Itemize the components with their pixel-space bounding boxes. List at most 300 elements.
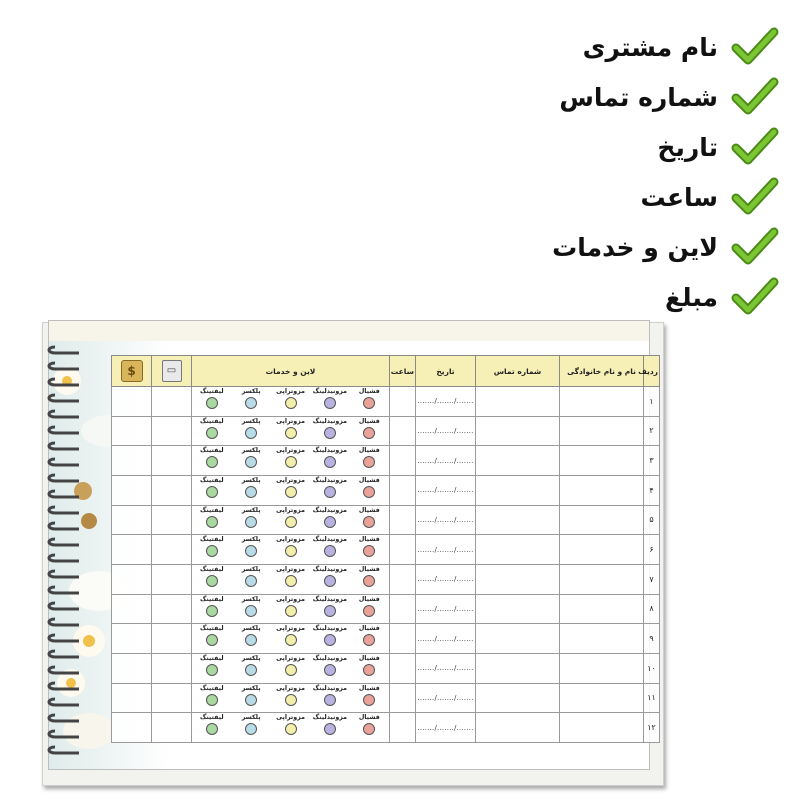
service-checkbox[interactable]	[245, 664, 257, 676]
service-option[interactable]	[233, 566, 269, 587]
service-checkbox[interactable]	[324, 486, 336, 498]
time-cell[interactable]	[390, 683, 416, 713]
service-checkbox[interactable]	[363, 664, 375, 676]
service-option[interactable]	[233, 388, 269, 409]
service-label: مزوتراپی	[276, 417, 305, 425]
service-option[interactable]	[273, 477, 309, 498]
service-option[interactable]	[233, 536, 269, 557]
service-label: مزوتراپی	[276, 595, 305, 603]
service-label: لیفتینگ	[199, 654, 224, 662]
service-checkbox[interactable]	[206, 397, 218, 409]
phone-cell[interactable]	[476, 683, 560, 713]
services-cell	[192, 535, 390, 565]
service-checkbox[interactable]	[245, 723, 257, 735]
service-label: لیفتینگ	[199, 625, 224, 633]
service-label: مزوتراپی	[276, 388, 305, 395]
phone-cell[interactable]	[476, 594, 560, 624]
feature-item	[418, 222, 778, 272]
services-cell	[192, 564, 390, 594]
service-options	[192, 387, 389, 409]
service-checkbox[interactable]	[324, 605, 336, 617]
time-cell[interactable]	[390, 653, 416, 683]
service-option[interactable]	[273, 625, 309, 646]
service-label: لیفتینگ	[199, 476, 224, 484]
header-phone: شماره تماس	[476, 356, 560, 387]
service-checkbox[interactable]	[324, 427, 336, 439]
services-cell	[192, 475, 390, 505]
service-options	[192, 654, 389, 676]
time-cell[interactable]	[390, 535, 416, 565]
time-cell[interactable]	[390, 446, 416, 476]
payment-card-cell[interactable]	[152, 505, 192, 535]
money-bag-icon: $	[121, 360, 143, 382]
service-label: پلکسر	[241, 476, 261, 484]
payment-cash-cell[interactable]	[112, 446, 152, 476]
service-label: پلکسر	[241, 625, 261, 633]
time-cell[interactable]	[390, 475, 416, 505]
service-option[interactable]	[312, 507, 348, 528]
service-checkbox[interactable]	[363, 456, 375, 468]
service-label: مزوتراپی	[276, 625, 305, 633]
payment-card-cell[interactable]	[152, 535, 192, 565]
payment-cash-cell[interactable]	[112, 387, 152, 417]
service-option[interactable]	[194, 596, 230, 617]
service-checkbox[interactable]	[363, 516, 375, 528]
service-options	[192, 595, 389, 617]
service-checkbox[interactable]	[363, 634, 375, 646]
service-checkbox[interactable]	[285, 575, 297, 587]
service-option[interactable]	[351, 596, 387, 617]
date-cell[interactable]: ......./......./.......	[416, 475, 476, 505]
service-options	[192, 476, 389, 498]
services-cell	[192, 653, 390, 683]
name-cell[interactable]	[560, 713, 644, 743]
service-label: مزوتراپی	[276, 654, 305, 662]
payment-cash-cell[interactable]	[112, 594, 152, 624]
date-cell[interactable]: ......./......./.......	[416, 387, 476, 417]
service-checkbox[interactable]	[363, 397, 375, 409]
name-cell[interactable]	[560, 475, 644, 505]
service-label: فشیال	[358, 654, 380, 662]
service-option[interactable]	[351, 507, 387, 528]
payment-cash-cell[interactable]	[112, 713, 152, 743]
service-checkbox[interactable]	[245, 575, 257, 587]
header-name: نام و نام خانوادگی	[560, 356, 644, 387]
service-label: لیفتینگ	[199, 417, 224, 425]
service-options	[192, 535, 389, 557]
service-option[interactable]	[312, 685, 348, 706]
time-cell[interactable]	[390, 594, 416, 624]
service-checkbox[interactable]	[363, 694, 375, 706]
service-checkbox[interactable]	[324, 664, 336, 676]
name-cell[interactable]	[560, 535, 644, 565]
time-cell[interactable]	[390, 387, 416, 417]
date-cell[interactable]: ......./......./.......	[416, 446, 476, 476]
service-checkbox[interactable]	[206, 456, 218, 468]
service-label: لیفتینگ	[199, 684, 224, 692]
service-checkbox[interactable]	[363, 575, 375, 587]
header-payment-cash	[112, 356, 152, 387]
payment-card-cell[interactable]	[152, 446, 192, 476]
service-option[interactable]	[351, 625, 387, 646]
feature-label: نام مشتری	[582, 32, 718, 62]
checkmark-icon	[732, 226, 778, 268]
service-option[interactable]	[194, 714, 230, 735]
name-cell[interactable]	[560, 653, 644, 683]
name-cell[interactable]	[560, 564, 644, 594]
service-option[interactable]	[351, 418, 387, 439]
service-label: مزوتراپی	[276, 476, 305, 484]
service-checkbox[interactable]	[245, 397, 257, 409]
service-option[interactable]	[351, 714, 387, 735]
service-options	[192, 446, 389, 468]
service-option[interactable]	[194, 566, 230, 587]
payment-cash-cell[interactable]	[112, 624, 152, 654]
appointment-table	[111, 355, 660, 743]
service-label: فشیال	[358, 506, 380, 514]
service-checkbox[interactable]	[206, 427, 218, 439]
service-option[interactable]	[233, 714, 269, 735]
name-cell[interactable]	[560, 624, 644, 654]
service-checkbox[interactable]	[363, 545, 375, 557]
table-row	[112, 475, 660, 505]
phone-cell[interactable]	[476, 446, 560, 476]
service-option[interactable]	[194, 418, 230, 439]
service-checkbox[interactable]	[245, 634, 257, 646]
payment-card-cell[interactable]	[152, 416, 192, 446]
time-cell[interactable]	[390, 505, 416, 535]
service-option[interactable]	[273, 685, 309, 706]
feature-label: تاریخ	[657, 132, 718, 162]
service-option[interactable]	[312, 714, 348, 735]
service-label: مزوتراپی	[276, 565, 305, 573]
service-label: فشیال	[358, 595, 380, 603]
service-checkbox[interactable]	[206, 486, 218, 498]
name-cell[interactable]	[560, 505, 644, 535]
name-cell[interactable]	[560, 387, 644, 417]
row-number-cell: ۹	[644, 624, 660, 654]
service-label: فشیال	[358, 714, 380, 722]
header-date: تاریخ	[416, 356, 476, 387]
time-cell[interactable]	[390, 564, 416, 594]
feature-label: ساعت	[640, 182, 718, 212]
service-checkbox[interactable]	[324, 723, 336, 735]
service-label: مزونیدلینگ	[312, 625, 348, 633]
phone-cell[interactable]	[476, 416, 560, 446]
service-label: لیفتینگ	[199, 595, 224, 603]
service-checkbox[interactable]	[285, 694, 297, 706]
service-checkbox[interactable]	[206, 664, 218, 676]
name-cell[interactable]	[560, 594, 644, 624]
service-options	[192, 506, 389, 528]
service-checkbox[interactable]	[206, 575, 218, 587]
service-option[interactable]	[233, 477, 269, 498]
service-option[interactable]	[233, 685, 269, 706]
service-checkbox[interactable]	[245, 516, 257, 528]
service-label: فشیال	[358, 417, 380, 425]
service-label: پلکسر	[241, 447, 261, 455]
service-checkbox[interactable]	[324, 694, 336, 706]
service-checkbox[interactable]	[206, 634, 218, 646]
service-checkbox[interactable]	[285, 634, 297, 646]
service-option[interactable]	[194, 477, 230, 498]
service-label: مزونیدلینگ	[312, 654, 348, 662]
checkmark-icon	[732, 26, 778, 68]
date-cell[interactable]: ......./......./.......	[416, 564, 476, 594]
service-option[interactable]	[351, 536, 387, 557]
service-option[interactable]	[194, 536, 230, 557]
table-header-row	[112, 356, 660, 387]
service-label: پلکسر	[241, 565, 261, 573]
service-checkbox[interactable]	[324, 397, 336, 409]
service-checkbox[interactable]	[285, 605, 297, 617]
service-label: فشیال	[358, 565, 380, 573]
service-checkbox[interactable]	[245, 605, 257, 617]
service-option[interactable]	[194, 685, 230, 706]
service-label: مزوتراپی	[276, 536, 305, 544]
table-row	[112, 713, 660, 743]
service-checkbox[interactable]	[285, 723, 297, 735]
service-label: مزونیدلینگ	[312, 714, 348, 722]
date-cell[interactable]: ......./......./.......	[416, 594, 476, 624]
service-checkbox[interactable]	[285, 545, 297, 557]
service-checkbox[interactable]	[285, 664, 297, 676]
service-option[interactable]	[351, 655, 387, 676]
payment-cash-cell[interactable]	[112, 475, 152, 505]
service-checkbox[interactable]	[285, 427, 297, 439]
date-cell[interactable]: ......./......./.......	[416, 416, 476, 446]
row-number-cell: ۱۲	[644, 713, 660, 743]
phone-cell[interactable]	[476, 505, 560, 535]
service-checkbox[interactable]	[206, 545, 218, 557]
service-label: پلکسر	[241, 654, 261, 662]
payment-card-cell[interactable]	[152, 594, 192, 624]
service-checkbox[interactable]	[245, 694, 257, 706]
service-option[interactable]	[312, 655, 348, 676]
service-label: مزوتراپی	[276, 506, 305, 514]
service-option[interactable]	[312, 447, 348, 468]
services-cell	[192, 387, 390, 417]
service-checkbox[interactable]	[206, 516, 218, 528]
service-options	[192, 624, 389, 646]
row-number-cell: ۸	[644, 594, 660, 624]
service-option[interactable]	[273, 566, 309, 587]
service-checkbox[interactable]	[363, 486, 375, 498]
service-label: پلکسر	[241, 506, 261, 514]
service-checkbox[interactable]	[324, 575, 336, 587]
table-row	[112, 416, 660, 446]
service-label: مزونیدلینگ	[312, 388, 348, 395]
date-cell[interactable]: ......./......./.......	[416, 683, 476, 713]
time-cell[interactable]	[390, 624, 416, 654]
row-number-cell: ۱	[644, 387, 660, 417]
service-label: پلکسر	[241, 536, 261, 544]
service-checkbox[interactable]	[245, 486, 257, 498]
services-cell	[192, 446, 390, 476]
service-option[interactable]	[233, 596, 269, 617]
service-option[interactable]	[312, 388, 348, 409]
service-option[interactable]	[273, 388, 309, 409]
payment-card-cell[interactable]	[152, 624, 192, 654]
name-cell[interactable]	[560, 683, 644, 713]
service-checkbox[interactable]	[206, 694, 218, 706]
phone-cell[interactable]	[476, 713, 560, 743]
feature-item	[418, 172, 778, 222]
service-option[interactable]	[233, 655, 269, 676]
service-checkbox[interactable]	[324, 456, 336, 468]
feature-label: شماره تماس	[559, 82, 718, 112]
header-payment-card	[152, 356, 192, 387]
service-checkbox[interactable]	[285, 516, 297, 528]
payment-cash-cell[interactable]	[112, 535, 152, 565]
service-option[interactable]	[194, 655, 230, 676]
date-cell[interactable]: ......./......./.......	[416, 653, 476, 683]
service-options	[192, 417, 389, 439]
service-option[interactable]	[351, 477, 387, 498]
service-option[interactable]	[273, 507, 309, 528]
date-cell[interactable]: ......./......./.......	[416, 505, 476, 535]
service-option[interactable]	[273, 536, 309, 557]
service-option[interactable]	[233, 418, 269, 439]
service-label: مزونیدلینگ	[312, 684, 348, 692]
service-option[interactable]	[312, 477, 348, 498]
service-label: پلکسر	[241, 595, 261, 603]
notebook-page	[48, 320, 658, 770]
service-option[interactable]	[312, 418, 348, 439]
name-cell[interactable]	[560, 446, 644, 476]
service-option[interactable]	[194, 507, 230, 528]
phone-cell[interactable]	[476, 564, 560, 594]
table-row	[112, 564, 660, 594]
row-number-cell: ۱۱	[644, 683, 660, 713]
feature-item	[418, 72, 778, 122]
service-option[interactable]	[233, 507, 269, 528]
time-cell[interactable]	[390, 713, 416, 743]
service-label: مزونیدلینگ	[312, 417, 348, 425]
service-checkbox[interactable]	[245, 456, 257, 468]
service-label: مزونیدلینگ	[312, 447, 348, 455]
service-option[interactable]	[233, 447, 269, 468]
payment-cash-cell[interactable]	[112, 564, 152, 594]
feature-label: لاین و خدمات	[552, 232, 718, 262]
service-option[interactable]	[273, 596, 309, 617]
name-cell[interactable]	[560, 416, 644, 446]
service-label: لیفتینگ	[199, 536, 224, 544]
payment-card-cell[interactable]	[152, 387, 192, 417]
feature-list	[418, 22, 778, 322]
table-row	[112, 594, 660, 624]
phone-cell[interactable]	[476, 624, 560, 654]
service-option[interactable]	[351, 566, 387, 587]
payment-cash-cell[interactable]	[112, 505, 152, 535]
table-body	[112, 387, 660, 743]
service-checkbox[interactable]	[363, 605, 375, 617]
service-label: فشیال	[358, 684, 380, 692]
service-label: مزونیدلینگ	[312, 506, 348, 514]
payment-card-cell[interactable]	[152, 713, 192, 743]
service-checkbox[interactable]	[363, 723, 375, 735]
table-row	[112, 505, 660, 535]
phone-cell[interactable]	[476, 387, 560, 417]
phone-cell[interactable]	[476, 653, 560, 683]
row-number-cell: ۶	[644, 535, 660, 565]
service-checkbox[interactable]	[324, 516, 336, 528]
phone-cell[interactable]	[476, 535, 560, 565]
date-cell[interactable]: ......./......./.......	[416, 713, 476, 743]
service-checkbox[interactable]	[285, 456, 297, 468]
service-checkbox[interactable]	[206, 605, 218, 617]
service-option[interactable]	[273, 714, 309, 735]
service-checkbox[interactable]	[245, 545, 257, 557]
row-number-cell: ۷	[644, 564, 660, 594]
row-number-cell: ۱۰	[644, 653, 660, 683]
time-cell[interactable]	[390, 416, 416, 446]
table-row	[112, 535, 660, 565]
service-label: فشیال	[358, 625, 380, 633]
service-option[interactable]	[194, 388, 230, 409]
date-cell[interactable]: ......./......./.......	[416, 535, 476, 565]
checkmark-icon	[732, 126, 778, 168]
payment-cash-cell[interactable]	[112, 653, 152, 683]
services-cell	[192, 505, 390, 535]
service-option[interactable]	[273, 655, 309, 676]
service-checkbox[interactable]	[363, 427, 375, 439]
service-checkbox[interactable]	[285, 486, 297, 498]
row-number-cell: ۴	[644, 475, 660, 505]
date-cell[interactable]: ......./......./.......	[416, 624, 476, 654]
service-checkbox[interactable]	[285, 397, 297, 409]
service-label: مزوتراپی	[276, 684, 305, 692]
service-checkbox[interactable]	[324, 545, 336, 557]
payment-card-cell[interactable]	[152, 683, 192, 713]
service-option[interactable]	[233, 625, 269, 646]
service-option[interactable]	[312, 625, 348, 646]
payment-cash-cell[interactable]	[112, 416, 152, 446]
services-cell	[192, 624, 390, 654]
feature-label: مبلغ	[665, 282, 718, 312]
phone-cell[interactable]	[476, 475, 560, 505]
service-checkbox[interactable]	[206, 723, 218, 735]
service-checkbox[interactable]	[324, 634, 336, 646]
service-label: مزونیدلینگ	[312, 536, 348, 544]
service-label: مزونیدلینگ	[312, 595, 348, 603]
service-option[interactable]	[351, 447, 387, 468]
service-option[interactable]	[273, 447, 309, 468]
payment-card-cell[interactable]	[152, 475, 192, 505]
table-row	[112, 624, 660, 654]
payment-cash-cell[interactable]	[112, 683, 152, 713]
payment-card-cell[interactable]	[152, 653, 192, 683]
service-label: فشیال	[358, 536, 380, 544]
service-options	[192, 713, 389, 735]
services-cell	[192, 683, 390, 713]
payment-card-cell[interactable]	[152, 564, 192, 594]
service-option[interactable]	[351, 685, 387, 706]
checkmark-icon	[732, 76, 778, 118]
service-option[interactable]	[312, 566, 348, 587]
service-option[interactable]	[312, 596, 348, 617]
service-option[interactable]	[273, 418, 309, 439]
service-label: مزوتراپی	[276, 447, 305, 455]
service-option[interactable]	[351, 388, 387, 409]
service-label: لیفتینگ	[199, 506, 224, 514]
spiral-binding	[49, 339, 93, 769]
service-option[interactable]	[194, 625, 230, 646]
service-label: پلکسر	[241, 684, 261, 692]
service-checkbox[interactable]	[245, 427, 257, 439]
service-option[interactable]	[312, 536, 348, 557]
service-option[interactable]	[194, 447, 230, 468]
